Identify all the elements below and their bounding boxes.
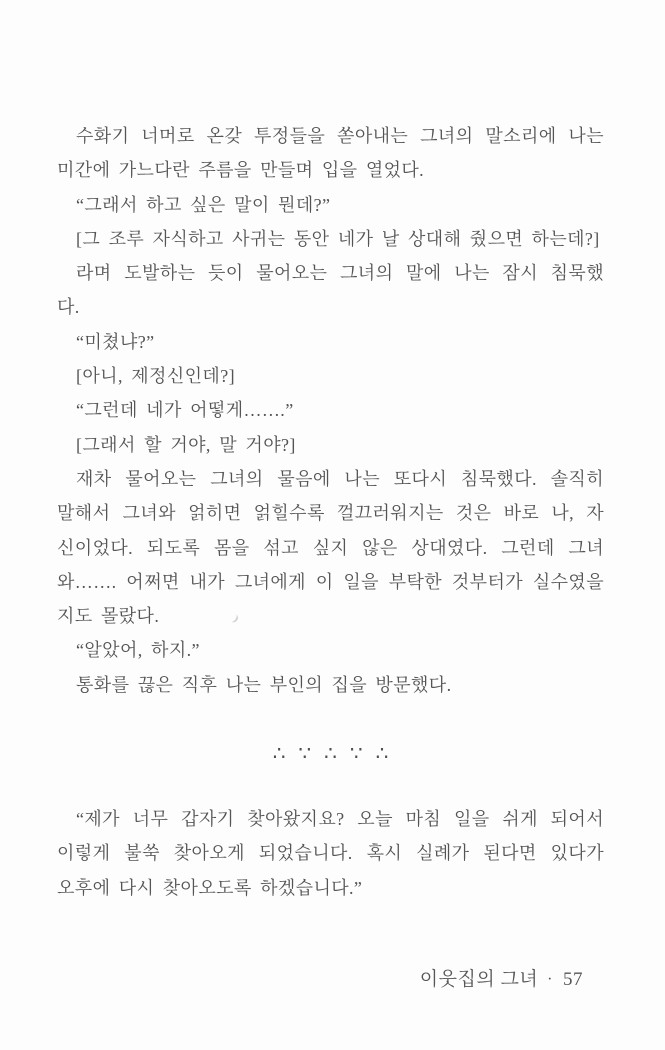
dialogue-line: “제가 너무 갑자기 찾아왔지요? 오늘 마침 일을 쉬게 되어서 xyxy=(76,809,604,830)
text-line: 신이었다. 되도록 몸을 섞고 싶지 않은 상대였다. 그런데 그녀 xyxy=(57,537,604,558)
dialogue-line: “그런데 네가 어떻게…….” xyxy=(76,400,294,421)
dialogue-line: 이렇게 불쑥 찾아오게 되었습니다. 혹시 실례가 된다면 있다가 xyxy=(57,843,604,864)
text-line: 수화기 너머로 온갖 투정들을 쏟아내는 그녀의 말소리에 나는 xyxy=(76,126,604,146)
dialogue-line: “미쳤냐?” xyxy=(76,331,155,352)
text-line: 지도 몰랐다. xyxy=(57,606,160,627)
text-line: 통화를 끊은 직후 나는 부인의 집을 방문했다. xyxy=(76,674,452,695)
dialogue-line: [그 조루 자식하고 사귀는 동안 네가 날 상대해 줬으면 하는데?] xyxy=(76,228,600,249)
paragraph-section-1 xyxy=(57,119,604,702)
text-line: 미간에 가느다란 주름을 만들며 입을 열었다. xyxy=(57,160,425,181)
text-line: 와……. 어쩌면 내가 그녀에게 이 일을 부탁한 것부터가 실수였을 xyxy=(57,571,604,592)
dialogue-line: [그래서 할 거야, 말 거야?] xyxy=(76,434,296,455)
section-divider xyxy=(57,742,604,766)
page-footer xyxy=(420,968,583,992)
text-line: 말해서 그녀와 얽히면 얽힐수록 껄끄러워지는 것은 바로 나, 자 xyxy=(57,503,604,524)
dialogue-line: “알았어, 하지.” xyxy=(76,640,200,661)
paragraph-section-2 xyxy=(57,802,604,905)
text-line: 다. xyxy=(57,297,80,318)
footer-chapter-title: 이웃집의 그녀 xyxy=(419,969,539,990)
footer-separator-dot: · xyxy=(547,971,553,988)
divider-dots-ornament: ∴∵∴∵∴ xyxy=(272,743,402,766)
footer-page-number: 57 xyxy=(563,969,583,990)
page-text xyxy=(57,119,604,905)
text-line: 라며 도발하는 듯이 물어오는 그녀의 말에 나는 잠시 침묵했 xyxy=(76,263,604,284)
dialogue-line: [아니, 제정신인데?] xyxy=(76,366,235,387)
dialogue-line: 오후에 다시 찾아오도록 하겠습니다.” xyxy=(57,877,363,898)
text-line: 재차 물어오는 그녀의 물음에 나는 또다시 침묵했다. 솔직히 xyxy=(76,468,604,489)
dialogue-line: “그래서 하고 싶은 말이 뭔데?” xyxy=(76,194,331,215)
